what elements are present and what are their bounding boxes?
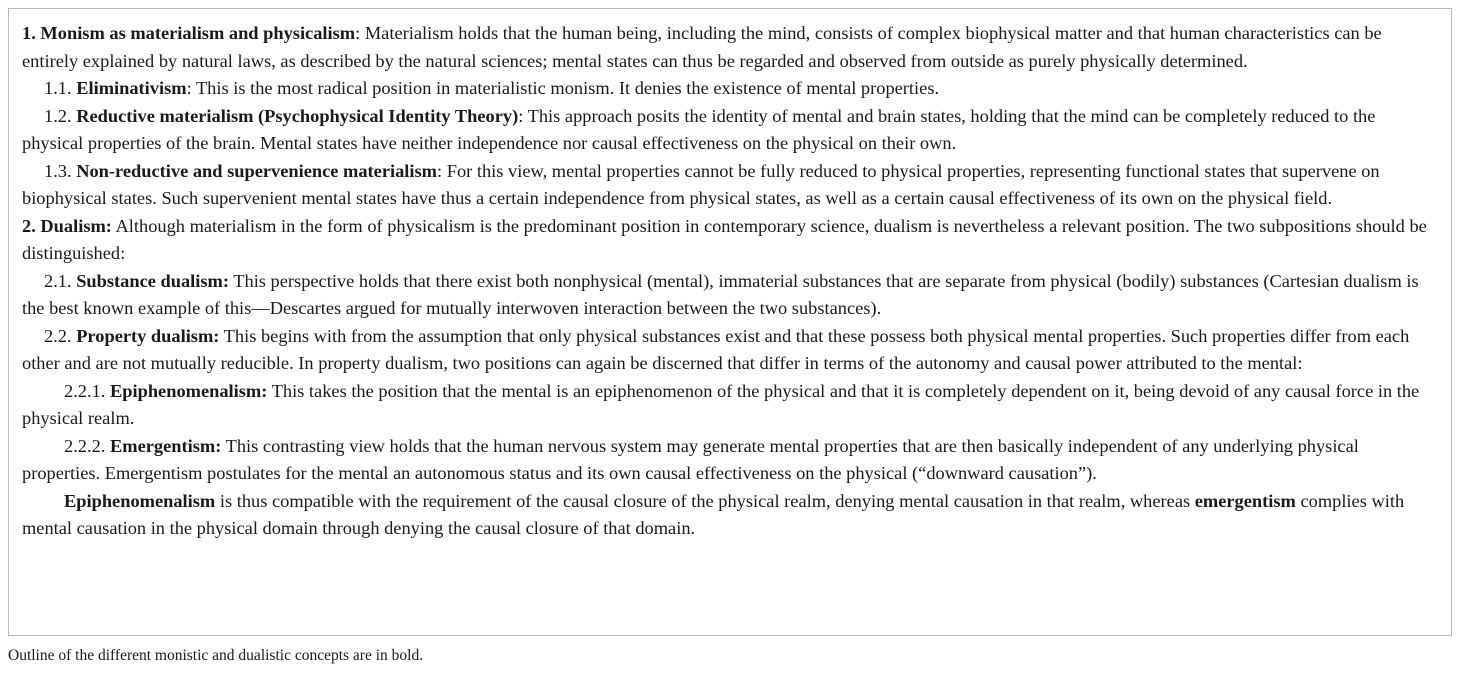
item-text: For this view, mental properties cannot be fully reduced to physical properties, representing functional states that supervene on biophysical states. Such supervenient mental states have thus a certain independence from physical states, as well as a certain causal effectiveness of its own on the physical field. xyxy=(22,160,1380,208)
item-number: 2.1. xyxy=(44,270,72,291)
item-term: Dualism: xyxy=(40,215,112,236)
closing-term-emergentism: emergentism xyxy=(1194,490,1296,511)
item-non-reductive-materialism xyxy=(22,158,1439,213)
item-text: This takes the position that the mental is an epiphenomenon of the physical and that it is completely dependent on it, being devoid of any causal force in the physical realm. xyxy=(22,380,1420,428)
item-term: Substance dualism: xyxy=(76,270,229,291)
item-term: Emergentism: xyxy=(110,435,222,456)
concept-outline-table xyxy=(8,8,1452,636)
item-number: 1. xyxy=(22,23,36,43)
closing-paragraph xyxy=(22,488,1439,543)
item-number: 1.3. xyxy=(44,160,72,181)
item-term: Monism as materialism and physicalism xyxy=(40,23,356,43)
item-number: 1.1. xyxy=(44,78,72,98)
item-number: 2.2.1. xyxy=(64,380,106,401)
item-separator: : xyxy=(355,23,361,43)
closing-text-1: is thus compatible with the requirement of the causal closure of the physical realm, denying mental causation in that realm, whereas xyxy=(215,490,1195,511)
item-separator: : xyxy=(437,160,443,181)
item-number: 2.2. xyxy=(44,325,72,346)
item-number: 2. xyxy=(22,215,36,236)
item-substance-dualism xyxy=(22,268,1439,323)
closing-text-2: complies with mental causation in the physical domain through denying the causal closure of that domain. xyxy=(22,490,1405,538)
item-text: This contrasting view holds that the human nervous system may generate mental properties that are then basically independent of any underlying physical properties. Emergentism postulates for the mental an autonomous status and its own causal effectiveness on the physical (“downward causation”). xyxy=(22,435,1359,483)
item-number: 2.2.2. xyxy=(64,435,106,456)
item-emergentism xyxy=(22,433,1439,488)
item-number: 1.2. xyxy=(44,105,72,126)
item-monism xyxy=(22,20,1439,75)
item-dualism xyxy=(22,213,1439,268)
item-property-dualism xyxy=(22,323,1439,378)
item-separator: : xyxy=(186,78,192,98)
item-text: This is the most radical position in materialistic monism. It denies the existence of mental properties. xyxy=(191,78,940,98)
item-reductive-materialism xyxy=(22,103,1439,158)
item-text: This approach posits the identity of mental and brain states, holding that the mind can be completely reduced to the physical properties of the brain. Mental states have neither independence nor causal effectiveness on the physical on their own. xyxy=(22,105,1376,153)
item-text: Materialism holds that the human being, including the mind, consists of complex biophysical matter and that human characteristics can be entirely explained by natural laws, as described by the natural sciences; mental states can thus be regarded and observed from outside as purely physically determined. xyxy=(22,23,1382,71)
closing-term-epiphenomenalism: Epiphenomenalism xyxy=(64,490,216,511)
item-separator: : xyxy=(518,105,524,126)
item-term: Epiphenomenalism: xyxy=(110,380,268,401)
item-text: This perspective holds that there exist both nonphysical (mental), immaterial substances that are separate from physical (bodily) substances (Cartesian dualism is the best known example of this—Descartes argued for mutually interwoven interaction between the two substances). xyxy=(22,270,1419,318)
item-term: Non-reductive and supervenience materialism xyxy=(76,160,437,181)
item-eliminativism xyxy=(22,75,1439,103)
table-caption: Outline of the different monistic and dualistic concepts are in bold. xyxy=(8,647,424,664)
item-term: Reductive materialism (Psychophysical Identity Theory) xyxy=(76,105,519,126)
item-term: Property dualism: xyxy=(76,325,220,346)
item-text: Although materialism in the form of physicalism is the predominant position in contemporary science, dualism is nevertheless a relevant position. The two subpositions should be distinguished: xyxy=(22,215,1427,263)
item-epiphenomenalism xyxy=(22,378,1439,433)
item-term: Eliminativism xyxy=(76,78,187,98)
item-text: This begins with from the assumption that only physical substances exist and that these possess both physical mental properties. Such properties differ from each other and are not mutually reducible. In property dualism, two positions can again be discerned that differ in terms of the autonomy and causal power attributed to the mental: xyxy=(22,325,1410,373)
